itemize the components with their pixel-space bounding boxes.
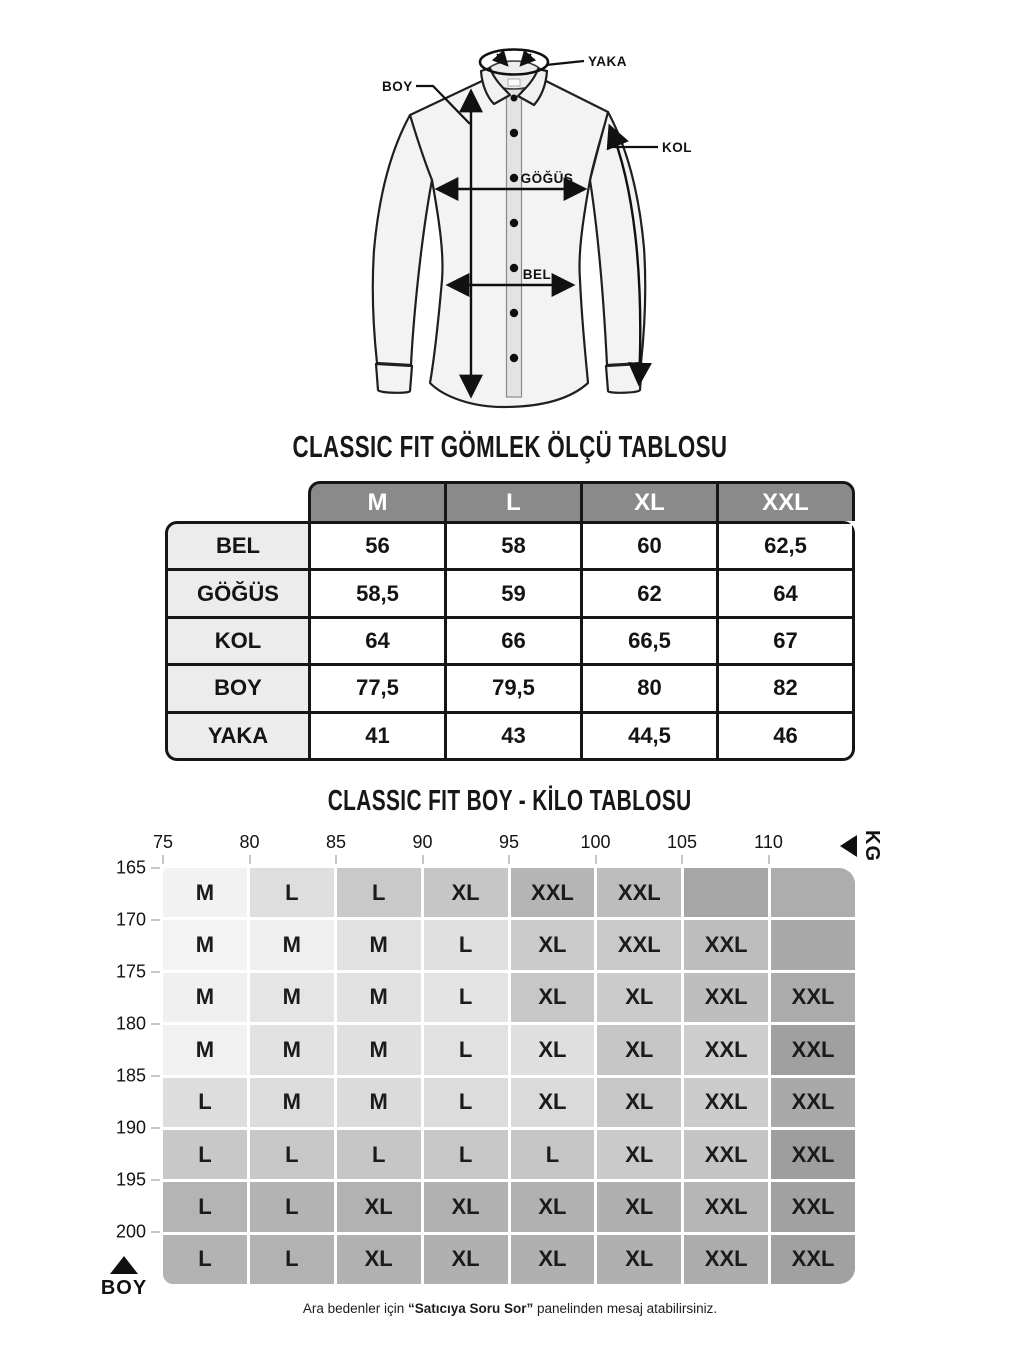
kg-axis-label: 105 bbox=[666, 832, 698, 852]
weight-cell: XXL bbox=[684, 920, 768, 969]
size-value-cell: 46 bbox=[719, 714, 852, 758]
weight-cell-empty bbox=[771, 868, 855, 917]
weight-cell: L bbox=[163, 1182, 247, 1231]
weight-cell: XL bbox=[511, 1078, 595, 1127]
boy-tick-icon bbox=[151, 1023, 160, 1025]
weight-cell: L bbox=[163, 1078, 247, 1127]
size-value-cell: 66,5 bbox=[583, 619, 716, 663]
weight-cell: L bbox=[250, 1182, 334, 1231]
boy-axis-label: 185 bbox=[115, 1065, 146, 1086]
size-table-header bbox=[308, 481, 855, 521]
kg-tick-icon bbox=[508, 855, 510, 864]
boy-ticks bbox=[151, 868, 160, 1284]
boy-tick-icon bbox=[151, 867, 160, 869]
weight-cell: XXL bbox=[684, 1025, 768, 1074]
kg-axis-label: 95 bbox=[498, 832, 520, 852]
size-row-label: YAKA bbox=[168, 714, 308, 758]
weight-cell: XXL bbox=[684, 1235, 768, 1284]
kg-tick-icon bbox=[768, 855, 770, 864]
weight-cell: L bbox=[424, 920, 508, 969]
footer-prefix: Ara bedenler için bbox=[302, 1301, 408, 1316]
weight-cell: L bbox=[337, 868, 421, 917]
boy-marker bbox=[96, 1256, 152, 1300]
size-value-cell: 77,5 bbox=[311, 666, 444, 710]
size-table-title: CLASSIC FIT GÖMLEK ÖLÇÜ TABLOSU bbox=[292, 429, 728, 464]
weight-cell: L bbox=[424, 1130, 508, 1179]
kg-tick-icon bbox=[162, 855, 164, 864]
weight-cell: L bbox=[163, 1235, 247, 1284]
shirt-left-cuff bbox=[376, 364, 412, 393]
weight-cell: XXL bbox=[684, 1078, 768, 1127]
size-value-cell: 62 bbox=[583, 571, 716, 615]
footer-suffix: panelinden mesaj atabilirsiniz. bbox=[533, 1301, 718, 1316]
weight-cell: M bbox=[163, 973, 247, 1022]
boy-axis-label: 200 bbox=[115, 1221, 146, 1242]
footer-note bbox=[0, 1301, 1020, 1316]
boy-axis-label: 195 bbox=[115, 1169, 146, 1190]
kg-tick-icon bbox=[249, 855, 251, 864]
weight-cell: XL bbox=[337, 1182, 421, 1231]
shirt-diagram bbox=[210, 35, 790, 445]
weight-cell: XL bbox=[511, 1235, 595, 1284]
size-value-cell: 60 bbox=[583, 524, 716, 568]
size-value-cell: 56 bbox=[311, 524, 444, 568]
weight-cell: XXL bbox=[771, 1130, 855, 1179]
weight-cell: M bbox=[163, 868, 247, 917]
size-row-label: BEL bbox=[168, 524, 308, 568]
size-value-cell: 58,5 bbox=[311, 571, 444, 615]
weight-cell: M bbox=[337, 1025, 421, 1074]
size-value-cell: 64 bbox=[719, 571, 852, 615]
weight-cell: XXL bbox=[684, 1182, 768, 1231]
footer-bold: “Satıcıya Soru Sor” bbox=[407, 1301, 534, 1316]
yaka-pointer-line bbox=[546, 61, 584, 65]
size-row-label: KOL bbox=[168, 619, 308, 663]
boy-tick-icon bbox=[151, 919, 160, 921]
boy-axis-label: 190 bbox=[115, 1117, 146, 1138]
kg-axis-label: 110 bbox=[754, 832, 783, 852]
size-value-cell: 80 bbox=[583, 666, 716, 710]
size-value-cell: 67 bbox=[719, 619, 852, 663]
size-value-cell: 66 bbox=[447, 619, 580, 663]
weight-cell: XXL bbox=[597, 868, 681, 917]
boy-label: BOY bbox=[382, 79, 413, 94]
boy-axis-label: 170 bbox=[115, 909, 146, 930]
weight-cell: XXL bbox=[771, 1182, 855, 1231]
weight-cell: XL bbox=[424, 1235, 508, 1284]
boy-tick-icon bbox=[151, 1231, 160, 1233]
weight-cell: L bbox=[424, 973, 508, 1022]
yaka-label: YAKA bbox=[588, 54, 628, 69]
kg-axis-label: 75 bbox=[152, 832, 174, 852]
weight-cell: XL bbox=[511, 920, 595, 969]
size-value-cell: 44,5 bbox=[583, 714, 716, 758]
weight-cell: L bbox=[163, 1130, 247, 1179]
weight-cell: XL bbox=[597, 1078, 681, 1127]
weight-cell: XL bbox=[511, 1182, 595, 1231]
weight-cell: M bbox=[250, 1025, 334, 1074]
kg-unit-label: KG bbox=[861, 830, 883, 862]
size-row-label: BOY bbox=[168, 666, 308, 710]
weight-cell: M bbox=[250, 973, 334, 1022]
weight-cell: L bbox=[511, 1130, 595, 1179]
weight-cell: M bbox=[337, 1078, 421, 1127]
weight-cell: XL bbox=[597, 1130, 681, 1179]
size-value-cell: 64 bbox=[311, 619, 444, 663]
weight-cell: L bbox=[250, 868, 334, 917]
kg-axis-label: 85 bbox=[325, 832, 347, 852]
weight-cell: XXL bbox=[771, 1025, 855, 1074]
boy-tick-icon bbox=[151, 1127, 160, 1129]
kg-axis bbox=[152, 832, 855, 852]
size-table-body bbox=[165, 521, 855, 761]
weight-cell: XL bbox=[597, 1025, 681, 1074]
weight-cell-empty bbox=[771, 920, 855, 969]
shirt-right-cuff bbox=[606, 364, 642, 393]
kg-axis-label: 100 bbox=[580, 832, 611, 852]
boy-axis-label: 180 bbox=[115, 1013, 146, 1034]
kg-tick-icon bbox=[595, 855, 597, 864]
kg-tick-icon bbox=[335, 855, 337, 864]
weight-chart-title: CLASSIC FIT BOY - KİLO TABLOSU bbox=[328, 785, 692, 817]
kg-axis-label: 80 bbox=[239, 832, 260, 852]
weight-cell-empty bbox=[684, 868, 768, 917]
size-col-header: XL bbox=[583, 484, 716, 521]
weight-cell: XL bbox=[424, 868, 508, 917]
shirt-brand-tag bbox=[508, 79, 520, 86]
kg-tick-icon bbox=[422, 855, 424, 864]
weight-cell: M bbox=[337, 920, 421, 969]
size-row-label: GÖĞÜS bbox=[168, 571, 308, 615]
size-value-cell: 82 bbox=[719, 666, 852, 710]
bel-label: BEL bbox=[522, 267, 552, 282]
weight-cell: M bbox=[250, 1078, 334, 1127]
weight-cell: XL bbox=[511, 973, 595, 1022]
weight-cell: XXL bbox=[771, 973, 855, 1022]
weight-cell: M bbox=[163, 1025, 247, 1074]
weight-cell: XXL bbox=[684, 1130, 768, 1179]
kg-axis-label: 90 bbox=[412, 832, 433, 852]
weight-grid bbox=[163, 868, 855, 1284]
weight-cell: XL bbox=[597, 1182, 681, 1231]
kg-tick-icon bbox=[681, 855, 683, 864]
size-value-cell: 41 bbox=[311, 714, 444, 758]
boy-tick-icon bbox=[151, 1179, 160, 1181]
size-value-cell: 43 bbox=[447, 714, 580, 758]
weight-cell: L bbox=[250, 1235, 334, 1284]
size-value-cell: 59 bbox=[447, 571, 580, 615]
boy-axis bbox=[84, 857, 146, 1284]
weight-cell: M bbox=[337, 973, 421, 1022]
boy-tick-icon bbox=[151, 971, 160, 973]
size-col-header: M bbox=[311, 484, 444, 521]
weight-cell: XXL bbox=[597, 920, 681, 969]
weight-cell: XL bbox=[511, 1025, 595, 1074]
weight-cell: L bbox=[337, 1130, 421, 1179]
weight-cell: XL bbox=[597, 973, 681, 1022]
gogus-label: GÖĞÜS bbox=[520, 171, 574, 186]
weight-cell: L bbox=[250, 1130, 334, 1179]
weight-cell: XXL bbox=[684, 973, 768, 1022]
weight-cell: XXL bbox=[511, 868, 595, 917]
kg-arrow-left-icon bbox=[840, 835, 857, 857]
boy-unit-label: BOY bbox=[100, 1277, 148, 1299]
weight-cell: M bbox=[163, 920, 247, 969]
size-value-cell: 62,5 bbox=[719, 524, 852, 568]
size-col-header: L bbox=[447, 484, 580, 521]
weight-cell: XXL bbox=[771, 1078, 855, 1127]
weight-cell: XXL bbox=[771, 1235, 855, 1284]
size-value-cell: 79,5 bbox=[447, 666, 580, 710]
boy-arrow-up-icon bbox=[110, 1256, 138, 1274]
weight-cell: XL bbox=[597, 1235, 681, 1284]
weight-cell: XL bbox=[337, 1235, 421, 1284]
weight-cell: M bbox=[250, 920, 334, 969]
weight-cell: L bbox=[424, 1025, 508, 1074]
kg-ticks bbox=[163, 855, 855, 864]
size-col-header: XXL bbox=[719, 484, 852, 521]
boy-axis-label: 165 bbox=[115, 857, 146, 878]
weight-cell: XL bbox=[424, 1182, 508, 1231]
boy-axis-label: 175 bbox=[115, 961, 146, 982]
size-value-cell: 58 bbox=[447, 524, 580, 568]
boy-tick-icon bbox=[151, 1075, 160, 1077]
weight-cell: L bbox=[424, 1078, 508, 1127]
kol-label: KOL bbox=[662, 140, 692, 155]
